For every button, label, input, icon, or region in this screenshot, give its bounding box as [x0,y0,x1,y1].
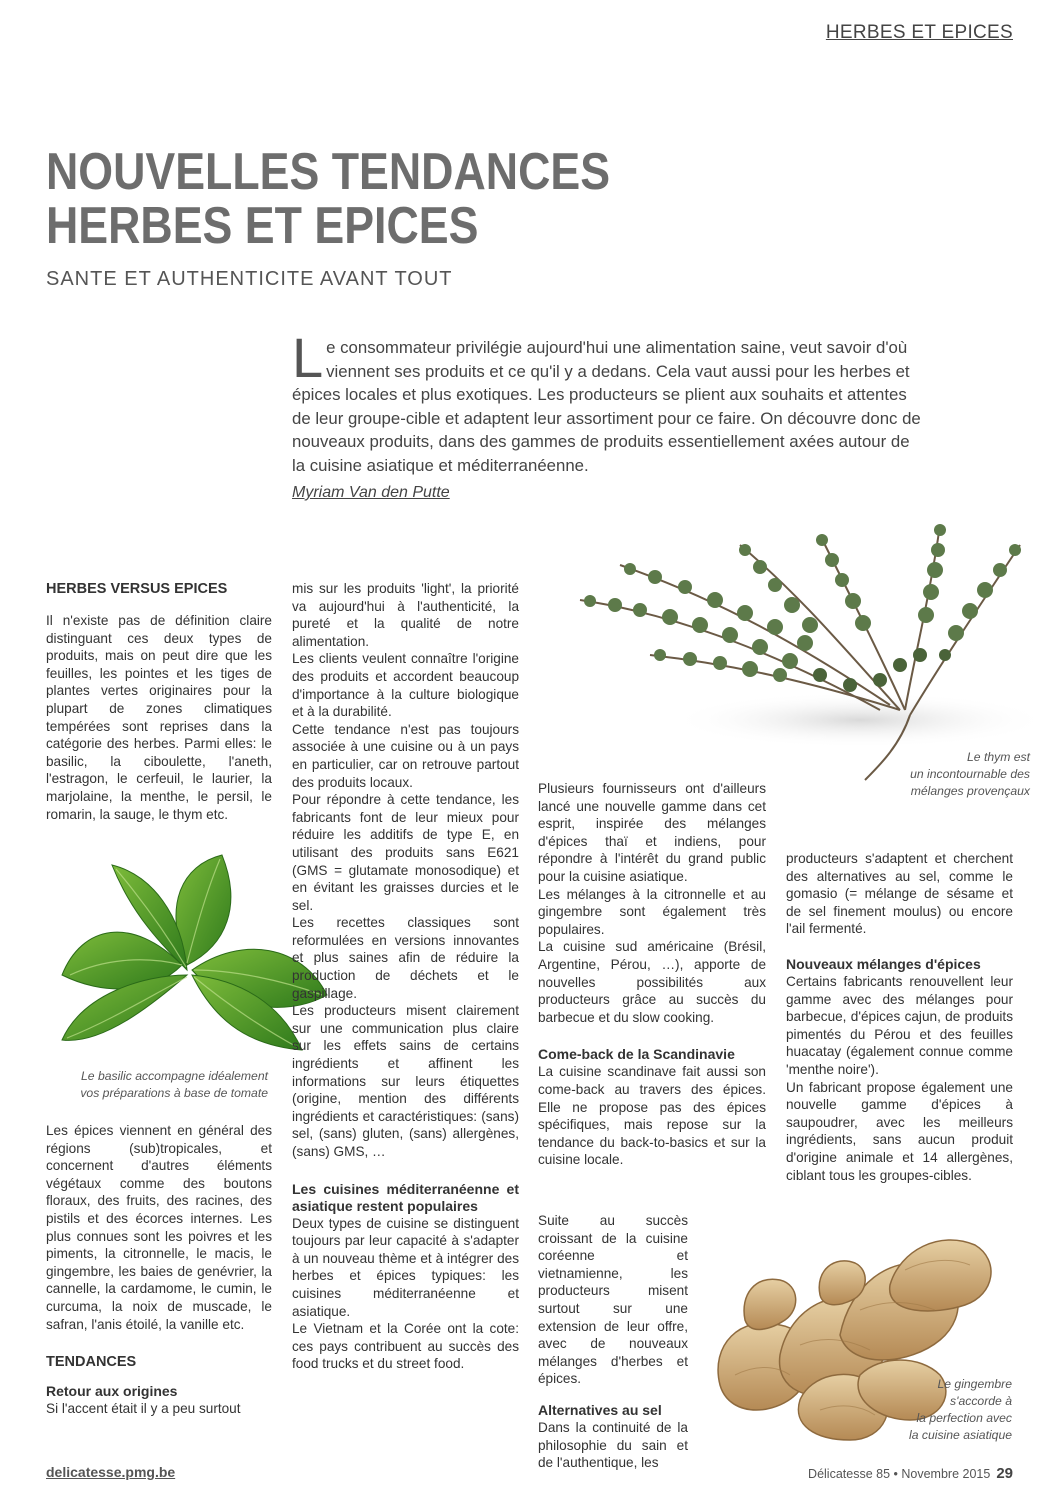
col3-paragraph-5: Suite au succès croissant de la cuisine coréenne et vietnamienne, les producteurs misent surtout sur une extension de leur offre, avec de nouveaux mélanges d'herbes et épices. [538,1213,688,1387]
col2-paragraph-2: Les clients veulent connaître l'origine des produits et accordent beaucoup d'importance à la culture biologique et à la durabilité. [292,651,519,720]
intro-paragraph [292,326,924,477]
intro-text: e consommateur privilégie aujourd'hui une alimentation saine, veut savoir d'où viennent ses produits et ce qu'il y a dedans. Cela vaut aussi pour les herbes et épices locales et plus exotiques. Les producteurs se plient aux souhaits et attentes de leur groupe-cible et adaptent leur assortiment pour ce faire. On découvre donc de nouveaux produits, dans des gammes de produits essentiellement axées autour de la cuisine asiatique et méditerranéenne. [292,338,921,475]
ginger-caption: Le gingembre s'accorde à la perfection avec la cuisine asiatique [909,1377,1012,1442]
column-3-narrow [538,1212,688,1472]
col4-paragraph-2: Certains fabricants renouvellent leur gamme avec des mélanges pour barbecue, d'épices cajun, de produits pimentés du Pérou et des feuilles huacatay (également connue comme 'menthe noire'). [786,973,1013,1077]
title-line-1: NOUVELLES TENDANCES [46,143,611,201]
basil-image [42,845,332,1070]
footer-website-link[interactable]: delicatesse.pmg.be [46,1464,176,1480]
column-1-bottom [46,1122,272,1418]
column-3 [538,780,766,1169]
column-2 [292,580,519,1373]
col2-paragraph-6: Les producteurs misent clairement sur une communication plus claire sur les effets sains de certains ingrédients et affinent les informations sur leurs étiquettes (origine, mention des différents ingrédients et caractéristiques: (sans) sel, (sans) gluten, (sans) allergènes, (sans) GMS, … [292,1003,519,1159]
col3-paragraph-6: Dans la continuité de la philosophie du sain et de l'authentique, les [538,1419,688,1471]
footer-issue [808,1465,1013,1482]
col1-paragraph-2: Les épices viennent en général des régions (sub)tropicales, et concernent d'autres éléments végétaux comme des boutons floraux, des fruits, des racines, des pistils et des écorces internes. Les plus connues sont les poivres et les piments, la citronnelle, le macis, le gingembre, les baies de genévrier, la cannelle, la cardamome, le cumin, le curcuma, la noix de muscade, le safran, l'anis étoilé, la vanille etc. [46,1123,272,1332]
column-1-top [46,580,272,823]
page-title [46,145,648,253]
col3-paragraph-2: Les mélanges à la citronnelle et au gingembre sont également très populaires. [538,886,766,937]
heading-alternatives-sel: Alternatives au sel [538,1401,662,1418]
thyme-image [560,505,1055,790]
title-line-2: HERBES ET EPICES [46,197,479,255]
col2-paragraph-7: Deux types de cuisine se distinguent toujours par leur capacité à s'adapter à un nouveau thème et à intégrer des herbes et épices typiques: les cuisines méditerranéenne et asiatique. [292,1215,519,1319]
page-number: 29 [996,1465,1013,1482]
col3-paragraph-1: Plusieurs fournisseurs ont d'ailleurs lancé une nouvelle gamme dans cet esprit, inspirée des mélanges d'épices thaï et indiens, pour répondre à l'intérêt du grand public pour la cuisine asiatique. [538,781,766,884]
section-tag: HERBES ET EPICES [825,22,1013,43]
thyme-caption: Le thym est un incontournable des mélanges provençaux [910,750,1030,798]
col3-paragraph-3: La cuisine sud américaine (Brésil, Argentine, Pérou, …), apporte de nouvelles possibilités aux producteurs grâce au succès du barbecue et du slow cooking. [538,939,766,1025]
col2-paragraph-4: Pour répondre à cette tendance, les fabricants font de leur mieux pour réduire les additifs de type E, en utilisant des produits sans E621 (GMS = glutamate monosodique) et en évitant les graisses durcies et le sel. [292,792,519,913]
heading-cuisines-populaires: Les cuisines méditerranéenne et asiatique restent populaires [292,1180,519,1214]
col4-paragraph-3: Un fabricant propose également une nouvelle gamme d'épices à saupoudrer, avec les meilleurs ingrédients, sans aucun produit d'origine animale et 14 allergènes, ciblant tous les groupes-cibles. [786,1079,1013,1183]
heading-nouveaux-melanges: Nouveaux mélanges d'épices [786,955,981,972]
col1-paragraph-1: Il n'existe pas de définition claire distinguant ces deux types de produits, mais on peut dire que les feuilles, les pointes et les tiges de plantes vertes originaires pour la plupart de zones climatiques tempérées sont reprises dans la catégorie des herbes. Parmi elles: le basilic, la ciboulette, l'aneth, l'estragon, le cerfeuil, le laurier, la marjolaine, la menthe, le persil, le romarin, la sauge, le thym etc. [46,613,272,822]
col2-paragraph-3: Cette tendance n'est pas toujours associée à une cuisine ou à un pays en particulier, car on retrouve partout des produits locaux. [292,721,519,790]
col3-paragraph-4: La cuisine scandinave fait aussi son come-back au travers des épices. Elle ne propose pas des épices spécifiques, mais repose sur la tendance du back-to-basics et sur la cuisine locale. [538,1064,766,1168]
page-subtitle: SANTE ET AUTHENTICITE AVANT TOUT [46,268,453,290]
col2-paragraph-8: Le Vietnam et la Corée ont la cote: ces pays contribuent au succès des food trucks et du street food. [292,1321,519,1372]
heading-tendances: TENDANCES [46,1354,137,1371]
column-4 [786,850,1013,1184]
footer-issue-text: Délicatesse 85 • Novembre 2015 [808,1467,991,1481]
col4-paragraph-1: producteurs s'adaptent et cherchent des alternatives au sel, comme le gomasio (= mélange de sésame et de sel finement moulus) ou encore l'ail fermenté. [786,851,1013,937]
heading-herbes-versus-epices: HERBES VERSUS EPICES [46,581,228,597]
heading-scandinavie: Come-back de la Scandinavie [538,1046,735,1063]
heading-retour-aux-origines: Retour aux origines [46,1383,178,1400]
intro-dropcap: L [292,326,324,389]
col2-paragraph-5: Les recettes classiques sont reformulées en versions innovantes et plus saines afin de réduire la production de déchets et le gaspillage. [292,915,519,1001]
author-byline: Myriam Van den Putte [292,484,450,501]
col2-paragraph-1: mis sur les produits 'light', la priorité va aujourd'hui à l'authenticité, la pureté et la qualité de notre alimentation. [292,581,519,649]
basil-caption: Le basilic accompagne idéalement vos préparations à base de tomate [80,1069,268,1100]
col1-paragraph-3: Si l'accent était il y a peu surtout [46,1401,241,1417]
